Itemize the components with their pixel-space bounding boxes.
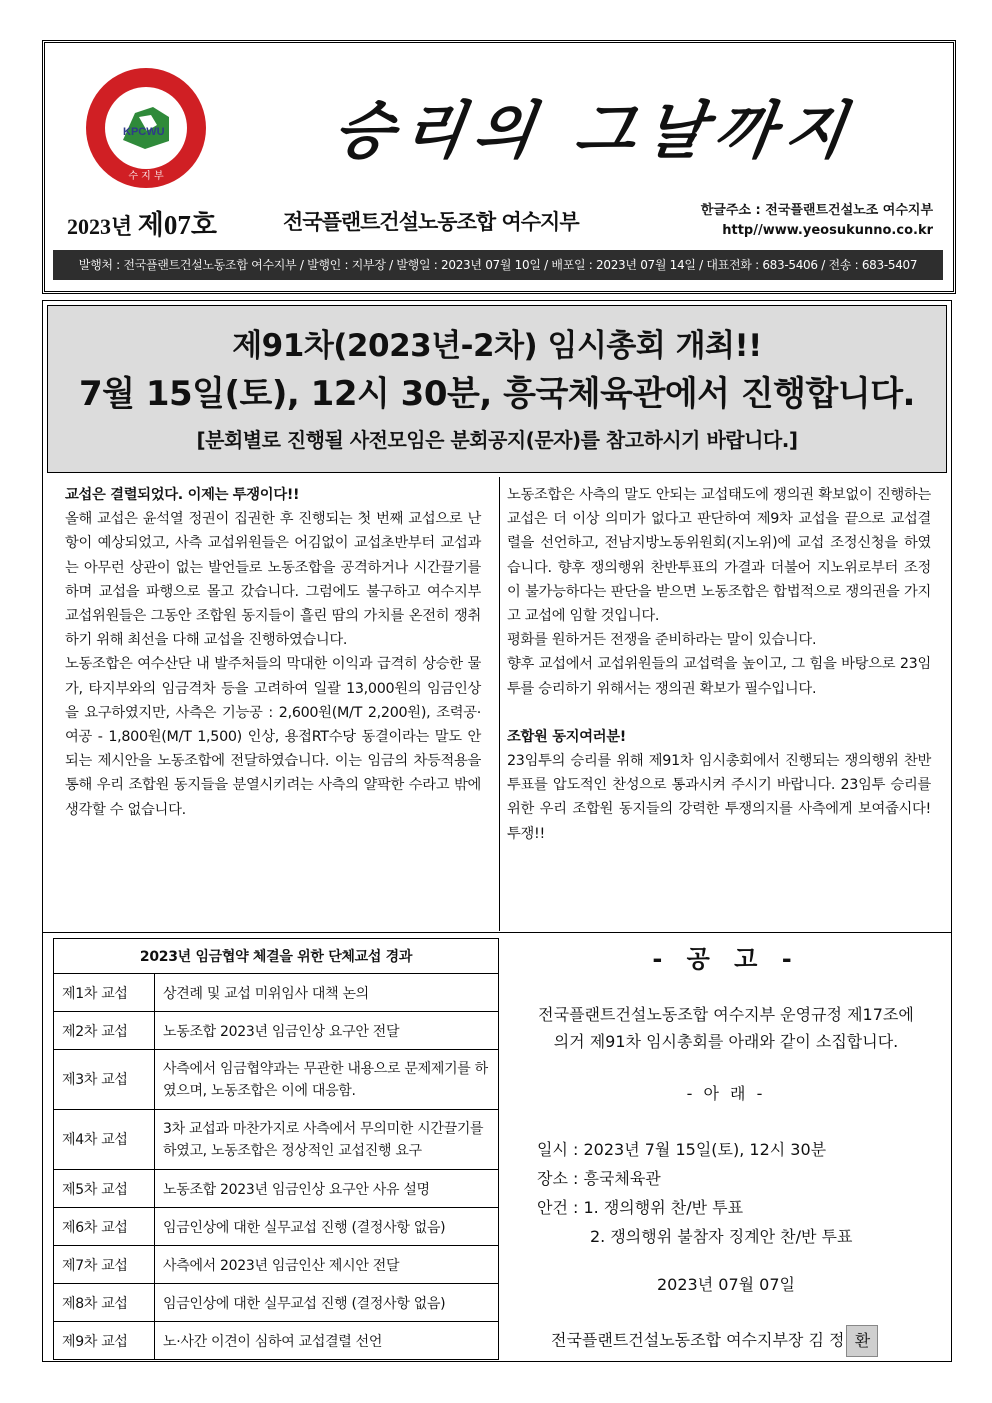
publication-info-bar: 발행처 : 전국플랜트건설노동조합 여수지부 / 발행인 : 지부장 / 발행일 : 2023년 07월 10일 / 배포일 : 2023년 07월 14일 / 대표전화 : 683-5406 / 전송 : 683-5407 bbox=[53, 250, 943, 280]
signature-line bbox=[551, 1325, 878, 1357]
article-left-column bbox=[65, 483, 481, 822]
union-logo bbox=[83, 65, 209, 191]
meeting-date: 일시 : 2023년 7월 15일(토), 12시 30분 bbox=[537, 1140, 827, 1159]
negotiation-table bbox=[53, 938, 499, 1360]
table-row: 제6차 교섭 임금인상에 대한 실무교섭 진행 (결정사항 없음) bbox=[54, 1208, 499, 1246]
article-paragraph: 평화를 원하거든 전쟁을 준비하라는 말이 있습니다. bbox=[507, 632, 817, 649]
agenda-item: 안건 : 1. 쟁의행위 찬/반 투표 bbox=[537, 1198, 744, 1217]
newsletter-title: 승리의 그날까지 bbox=[329, 94, 861, 167]
table-row: 제7차 교섭 사측에서 2023년 임금인산 제시안 전달 bbox=[54, 1246, 499, 1284]
section-divider bbox=[43, 932, 951, 933]
meeting-place: 장소 : 흥국체육관 bbox=[537, 1169, 661, 1188]
table-row: 제5차 교섭 노동조합 2023년 임금인상 요구안 사유 설명 bbox=[54, 1170, 499, 1208]
announcement-details bbox=[537, 1135, 852, 1251]
address-block bbox=[701, 201, 933, 241]
table-row: 제9차 교섭 노·사간 이견이 심하여 교섭결렬 선언 bbox=[54, 1322, 499, 1360]
article-right-column bbox=[507, 483, 931, 846]
table-row: 제1차 교섭 상견례 및 교섭 미위임사 대책 논의 bbox=[54, 974, 499, 1012]
announcement-subtitle: - 아 래 - bbox=[686, 1084, 766, 1103]
article-paragraph: 노동조합은 여수산단 내 발주처들의 막대한 이익과 급격히 상승한 물가, 타지부와의 임금격차 등을 고려하여 일괄 13,000원의 임금인상을 요구하였지만, 사측은 기능공 : 2,600원(M/T 2,200원), 조력공·여공 - 1,800원(M/T 1,500) 인상, 용접RT수당 동결이라는 말도 안되는 제시안을 노동조합에 전달하였습니다. 이는 임금의 차등적용을 통해 우리 조합원 동지들을 분열시키려는 사측의 얄팍한 수라고 밖에 생각할 수 없습니다. bbox=[65, 656, 481, 818]
address-line: 한글주소 : 전국플랜트건설노조 여수지부 bbox=[700, 203, 933, 218]
issue-number bbox=[67, 203, 217, 242]
announcement-body: 전국플랜트건설노동조합 여수지부 운영규정 제17조에 의거 제91차 임시총회를 아래와 같이 소집합니다. bbox=[538, 1005, 914, 1051]
website-url: http//www.yeosukunno.co.kr bbox=[722, 223, 933, 238]
svg-text:수 지 부: 수 지 부 bbox=[128, 171, 164, 182]
headline-line2: 7월 15일(토), 12시 30분, 흥국체육관에서 진행합니다. bbox=[79, 374, 915, 414]
seal-stamp: 환 bbox=[846, 1325, 878, 1357]
table-row: 제2차 교섭 노동조합 2023년 임금인상 요구안 전달 bbox=[54, 1012, 499, 1050]
main-content bbox=[42, 300, 952, 1362]
announcement-title: - 공 고 - bbox=[652, 945, 800, 973]
masthead bbox=[42, 40, 956, 294]
table-row: 제4차 교섭 3차 교섭과 마찬가지로 사측에서 무의미한 시간끌기를 하였고, 노동조합은 정상적인 교섭진행 요구 bbox=[54, 1110, 499, 1170]
article-subheading: 조합원 동지여러분! bbox=[507, 728, 626, 745]
article-paragraph: 노동조합은 사측의 말도 안되는 교섭태도에 쟁의권 확보없이 진행하는 교섭은 더 이상 의미가 없다고 판단하여 제9차 교섭을 끝으로 교섭결렬을 선언하고, 전남지방노동위원회(지노위)에 교섭 조정신청을 하였습니다. 향후 쟁의행위 찬반투표의 가결과 더불어 지노위로부터 조정이 불가능하다는 판단을 받으면 노동조합은 합법적으로 쟁의권을 가지고 교섭에 임할 것입니다. bbox=[507, 487, 931, 625]
table-row: 제8차 교섭 임금인상에 대한 실무교섭 진행 (결정사항 없음) bbox=[54, 1284, 499, 1322]
column-divider bbox=[499, 477, 500, 931]
agenda-item: 2. 쟁의행위 불참자 징계안 찬/반 투표 bbox=[590, 1227, 853, 1246]
article-paragraph: 향후 교섭에서 교섭위원들의 교섭력을 높이고, 그 힘을 바탕으로 23임투를 승리하기 위해서는 쟁의권 확보가 필수입니다. bbox=[507, 656, 931, 697]
newsletter-page bbox=[42, 40, 954, 1362]
issue-year: 2023년 bbox=[67, 214, 133, 239]
table-row: 제3차 교섭 사측에서 임금협약과는 무관한 내용으로 문제제기를 하였으며, 노동조합은 이에 대응함. bbox=[54, 1050, 499, 1110]
logo-mark-text: KPCWU bbox=[123, 126, 165, 138]
headline-line3: [분회별로 진행될 사전모임은 분회공지(문자)를 참고하시기 바랍니다.] bbox=[196, 428, 798, 452]
article-heading: 교섭은 결렬되었다. 이제는 투쟁이다!! bbox=[65, 487, 300, 503]
article-paragraph: 23임투의 승리를 위해 제91차 임시총회에서 진행되는 쟁의행위 찬반투표를 압도적인 찬성으로 통과시켜 주시기 바랍니다. 23임투 승리를 위한 우리 조합원 동지들의 강력한 투쟁의지를 사측에게 보여줍시다! 투쟁!! bbox=[507, 753, 931, 842]
signer-name: 전국플랜트건설노동조합 여수지부장 김 정 bbox=[551, 1330, 845, 1350]
headline-box bbox=[47, 305, 947, 473]
headline-line1: 제91차(2023년-2차) 임시총회 개최!! bbox=[232, 328, 762, 364]
issue-no: 제07호 bbox=[137, 210, 217, 240]
article-paragraph: 올해 교섭은 윤석열 정권이 집권한 후 진행되는 첫 번째 교섭으로 난항이 예상되었고, 사측 교섭위원들은 어김없이 교섭초반부터 교섭과는 아무런 상관이 없는 발언들로 노동조합을 공격하거나 시간끌기를 하며 교섭을 파행으로 몰고 갔습니다. 그럼에도 불구하고 여수지부 교섭위원들은 그동안 조합원 동지들이 흘린 땀의 가치를 온전히 쟁취하기 위해 최선을 다해 교섭을 진행하였습니다. bbox=[65, 511, 481, 649]
issue-date: 2023년 07월 07일 bbox=[657, 1275, 795, 1294]
union-name: 전국플랜트건설노동조합 여수지부 bbox=[283, 210, 579, 234]
table-title: 2023년 임금협약 체결을 위한 단체교섭 경과 bbox=[54, 939, 499, 974]
